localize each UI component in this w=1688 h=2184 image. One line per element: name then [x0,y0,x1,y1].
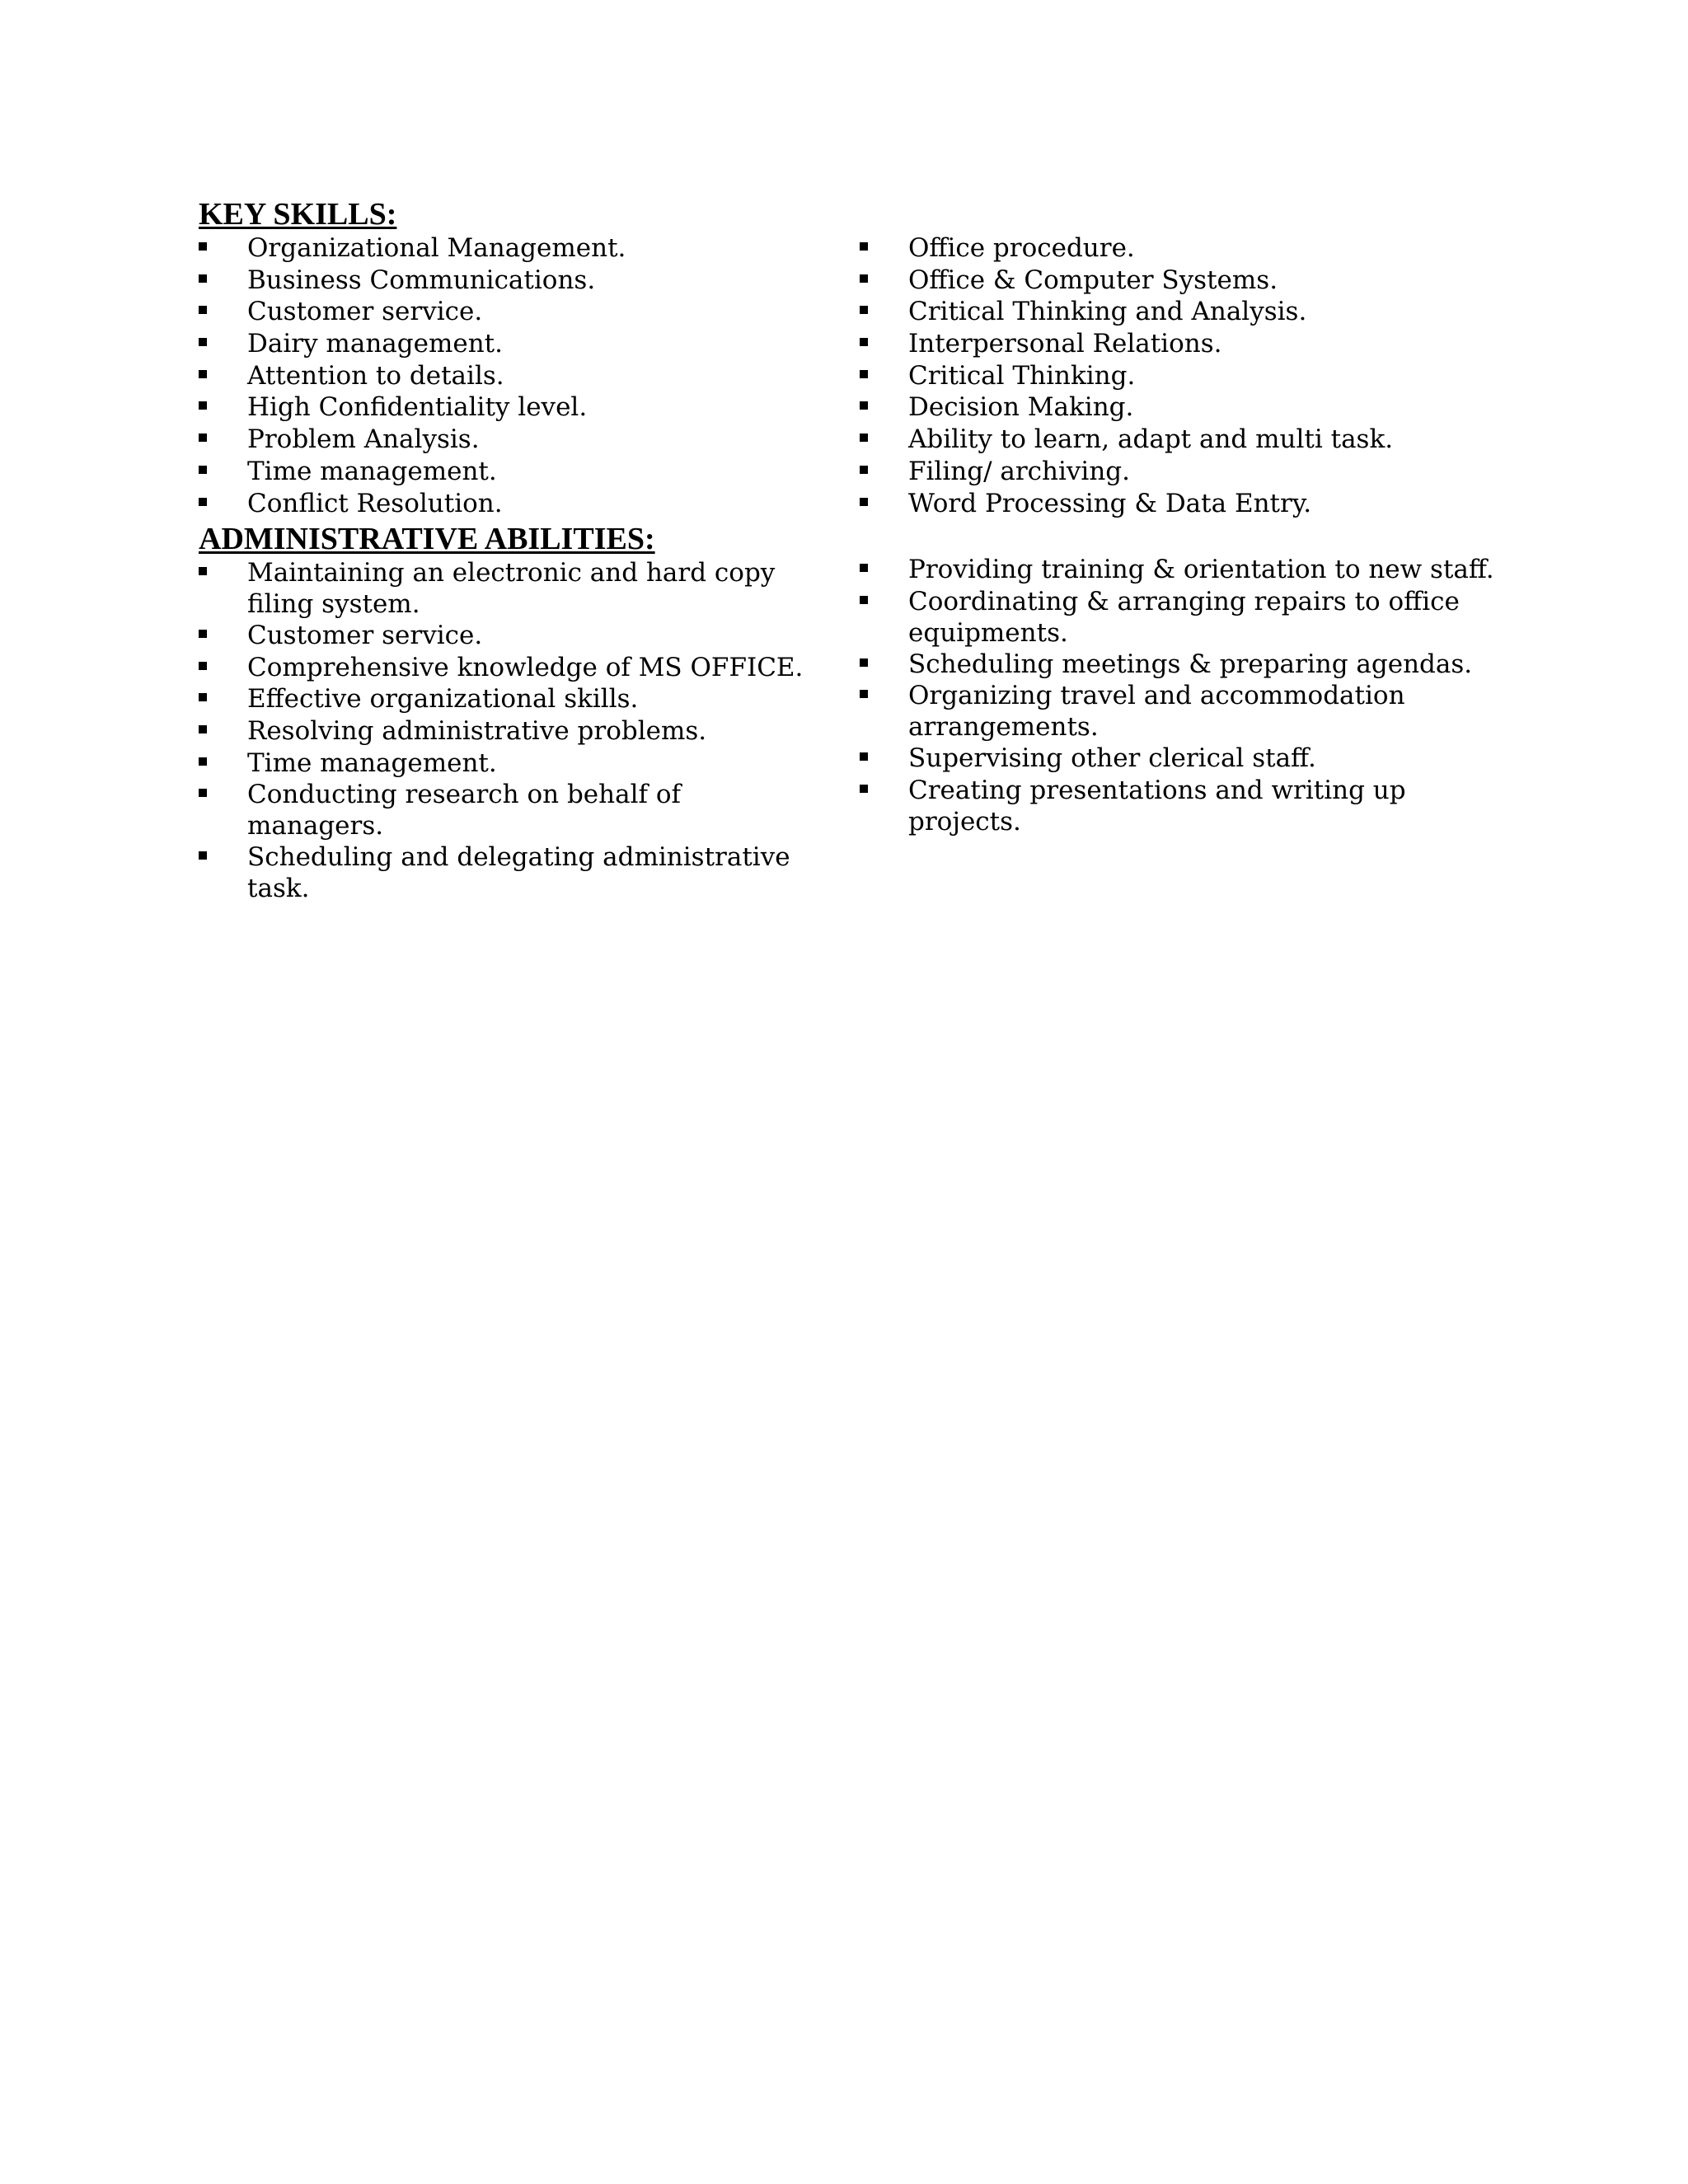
square-bullet-icon [199,401,207,410]
square-bullet-icon [860,242,868,251]
square-bullet-icon [860,596,868,604]
square-bullet-icon [860,434,868,442]
list-item: Office & Computer Systems. [860,265,1511,297]
square-bullet-icon [199,338,207,346]
list-item: High Confidentiality level. [199,391,850,424]
square-bullet-icon [199,725,207,733]
admin-abilities-right-list [860,554,1511,837]
square-bullet-icon [199,242,207,251]
list-item: Interpersonal Relations. [860,328,1511,360]
list-item: Time management. [199,748,850,780]
square-bullet-icon [199,851,207,860]
square-bullet-icon [860,306,868,314]
list-item: Ability to learn, adapt and multi task. [860,424,1511,456]
square-bullet-icon [199,370,207,378]
key-skills-left-list [199,232,850,519]
list-item: Customer service. [199,296,850,328]
square-bullet-icon [860,690,868,698]
list-item: Filing/ archiving. [860,456,1511,488]
square-bullet-icon [860,370,868,378]
list-item: Customer service. [199,620,850,652]
list-item: Time management. [199,456,850,488]
list-item: Conducting research on behalf of managers. [199,779,850,841]
list-item: Critical Thinking and Analysis. [860,296,1511,328]
key-skills-heading: KEY SKILLS: [199,197,397,232]
list-item: Critical Thinking. [860,360,1511,392]
list-item: Scheduling and delegating administrative task. [199,841,850,904]
square-bullet-icon [199,630,207,638]
list-item: Scheduling meetings & preparing agendas. [860,649,1511,681]
square-bullet-icon [860,498,868,506]
square-bullet-icon [199,434,207,442]
list-item: Conflict Resolution. [199,488,850,520]
square-bullet-icon [199,693,207,701]
key-skills-right-list [860,232,1511,519]
list-item: Attention to details. [199,360,850,392]
list-item: Comprehensive knowledge of MS OFFICE. [199,652,850,684]
list-item: Word Processing & Data Entry. [860,488,1511,520]
list-item: Business Communications. [199,265,850,297]
list-item: Supervising other clerical staff. [860,743,1511,775]
square-bullet-icon [860,466,868,474]
list-item: Maintaining an electronic and hard copy filing system. [199,557,850,620]
square-bullet-icon [199,306,207,314]
square-bullet-icon [199,662,207,670]
square-bullet-icon [199,567,207,575]
square-bullet-icon [860,752,868,761]
square-bullet-icon [860,785,868,793]
square-bullet-icon [860,401,868,410]
square-bullet-icon [199,466,207,474]
list-item: Decision Making. [860,391,1511,424]
square-bullet-icon [199,498,207,506]
administrative-abilities-heading: ADMINISTRATIVE ABILITIES: [199,522,655,556]
list-item: Creating presentations and writing up projects. [860,775,1511,837]
square-bullet-icon [860,658,868,667]
square-bullet-icon [199,757,207,766]
square-bullet-icon [199,789,207,797]
list-item: Resolving administrative problems. [199,715,850,748]
square-bullet-icon [860,564,868,572]
list-item: Providing training & orientation to new staff. [860,554,1511,586]
list-item: Office procedure. [860,232,1511,265]
square-bullet-icon [860,274,868,283]
square-bullet-icon [199,274,207,283]
list-item: Organizing travel and accommodation arrangements. [860,680,1511,743]
list-item: Problem Analysis. [199,424,850,456]
list-item: Coordinating & arranging repairs to office equipments. [860,586,1511,649]
admin-abilities-left-list [199,557,850,904]
list-item: Organizational Management. [199,232,850,265]
list-item: Effective organizational skills. [199,683,850,715]
square-bullet-icon [860,338,868,346]
list-item: Dairy management. [199,328,850,360]
